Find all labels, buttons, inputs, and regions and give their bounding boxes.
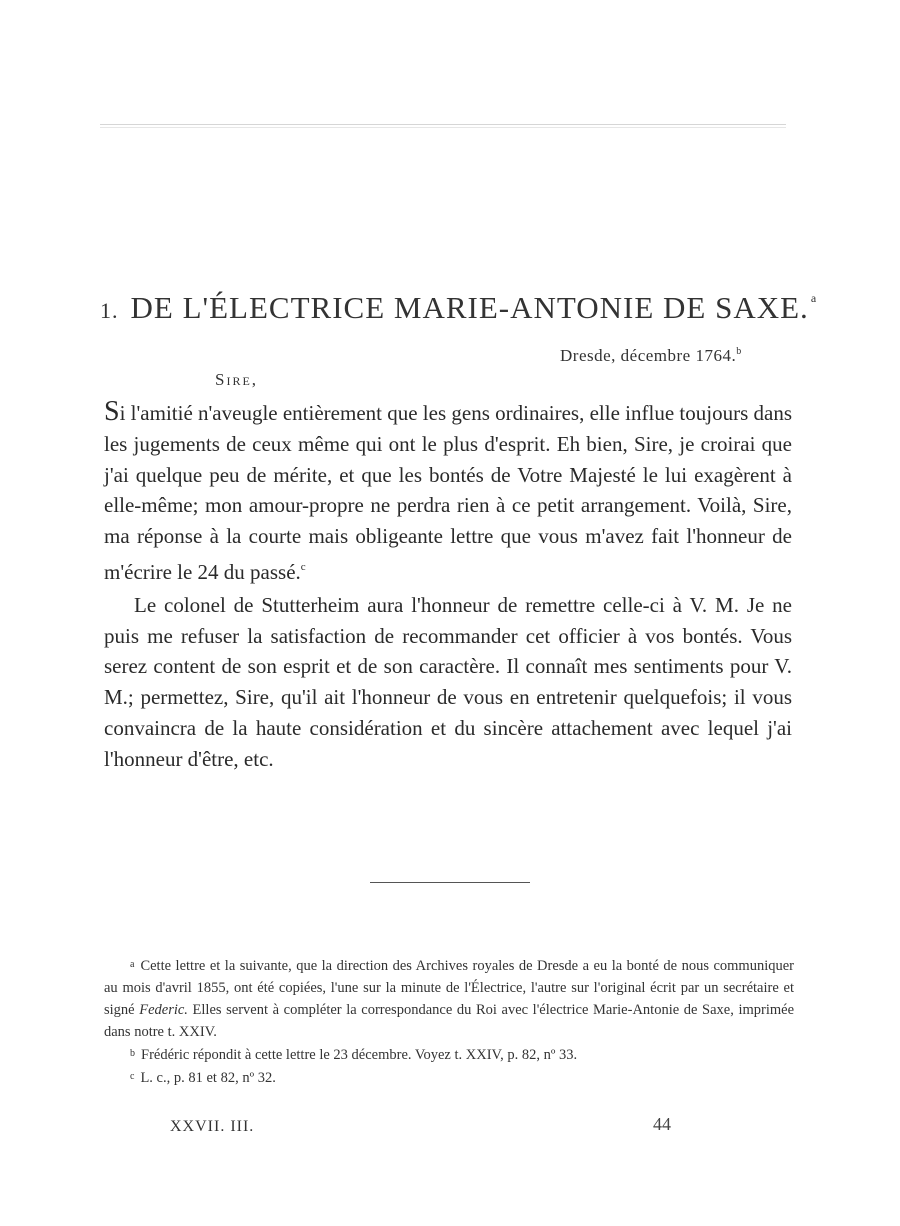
footnote-c-text: L. c., p. 81 et 82, nº 32. (140, 1070, 276, 1086)
footnote-b-mark: b (130, 1048, 135, 1059)
footnotes (104, 954, 794, 1089)
signature-mark: XXVII. III. (170, 1118, 255, 1135)
heading-note-mark: a (810, 291, 818, 305)
drop-cap: S (104, 396, 120, 427)
letter-heading (100, 290, 818, 326)
footnote-b-text: Frédéric répondit à cette lettre le 23 décembre. Voyez t. XXIV, p. 82, nº 33. (141, 1047, 578, 1063)
footnote-a-text-after: Elles servent à compléter la correspondance du Roi avec l'électrice Marie-Antonie de Saxe, imprimée dans notre t. XXIV. (104, 1002, 795, 1040)
top-rule (100, 124, 786, 128)
letter-paragraph-2: Le colonel de Stutterheim aura l'honneur de remettre celle-ci à V. M. Je ne puis me refuser la satisfaction de recommander cet officier à vos bontés. Vous serez content de son esprit et de son caractère. Il connaît mes sentiments pour V. M.; permettez, Sire, qu'il ait l'honneur de vous en entretenir quelquefois; il vous convaincra de la haute considération et du sincère attachement avec lequel j'ai l'honneur d'être, etc. (104, 592, 792, 771)
footnote-a-italic: Federic. (139, 1002, 188, 1018)
salutation: Sire, (215, 370, 259, 389)
footnote-a-mark: a (130, 959, 135, 970)
dateline (560, 346, 800, 366)
footnote-c (104, 1066, 794, 1089)
dateline-note-mark: b (736, 346, 742, 357)
paragraph-1-note-mark: c (300, 560, 306, 573)
page-number: 44 (653, 1114, 671, 1134)
footnote-a (104, 954, 794, 1043)
footnote-b (104, 1043, 794, 1066)
letter-number: 1. (100, 298, 119, 323)
letter-title: DE L'ÉLECTRICE MARIE-ANTONIE DE SAXE. (130, 290, 809, 325)
footnote-a-text-before: Cette lettre et la suivante, que la direction des Archives royales de Dresde a eu la bonté de nous communiquer au mois d'avril 1855, ont été copiées, l'une sur la minute de l'Électrice, l'autre sur l'original écrit par un secrétaire et signé (104, 958, 794, 1018)
letter-body (104, 398, 792, 775)
footnote-c-mark: c (130, 1071, 135, 1082)
paragraph-1-text: i l'amitié n'aveugle entièrement que les gens ordinaires, elle influe toujours dans les jugements de ceux même qui ont le plus d'esprit. Eh bien, Sire, je croirai que j'ai quelque peu de mérite, et que les bontés de Votre Majesté le lui exagèrent à elle-même; mon amour-propre ne perdra rien à ce petit arrangement. Voilà, Sire, ma réponse à la courte mais obligeante lettre que vous m'avez fait l'honneur de m'écrire le 24 du passé. (104, 401, 792, 584)
dateline-text: Dresde, décembre 1764. (560, 346, 737, 365)
letter-paragraph-1 (104, 398, 792, 588)
section-divider (370, 882, 530, 883)
